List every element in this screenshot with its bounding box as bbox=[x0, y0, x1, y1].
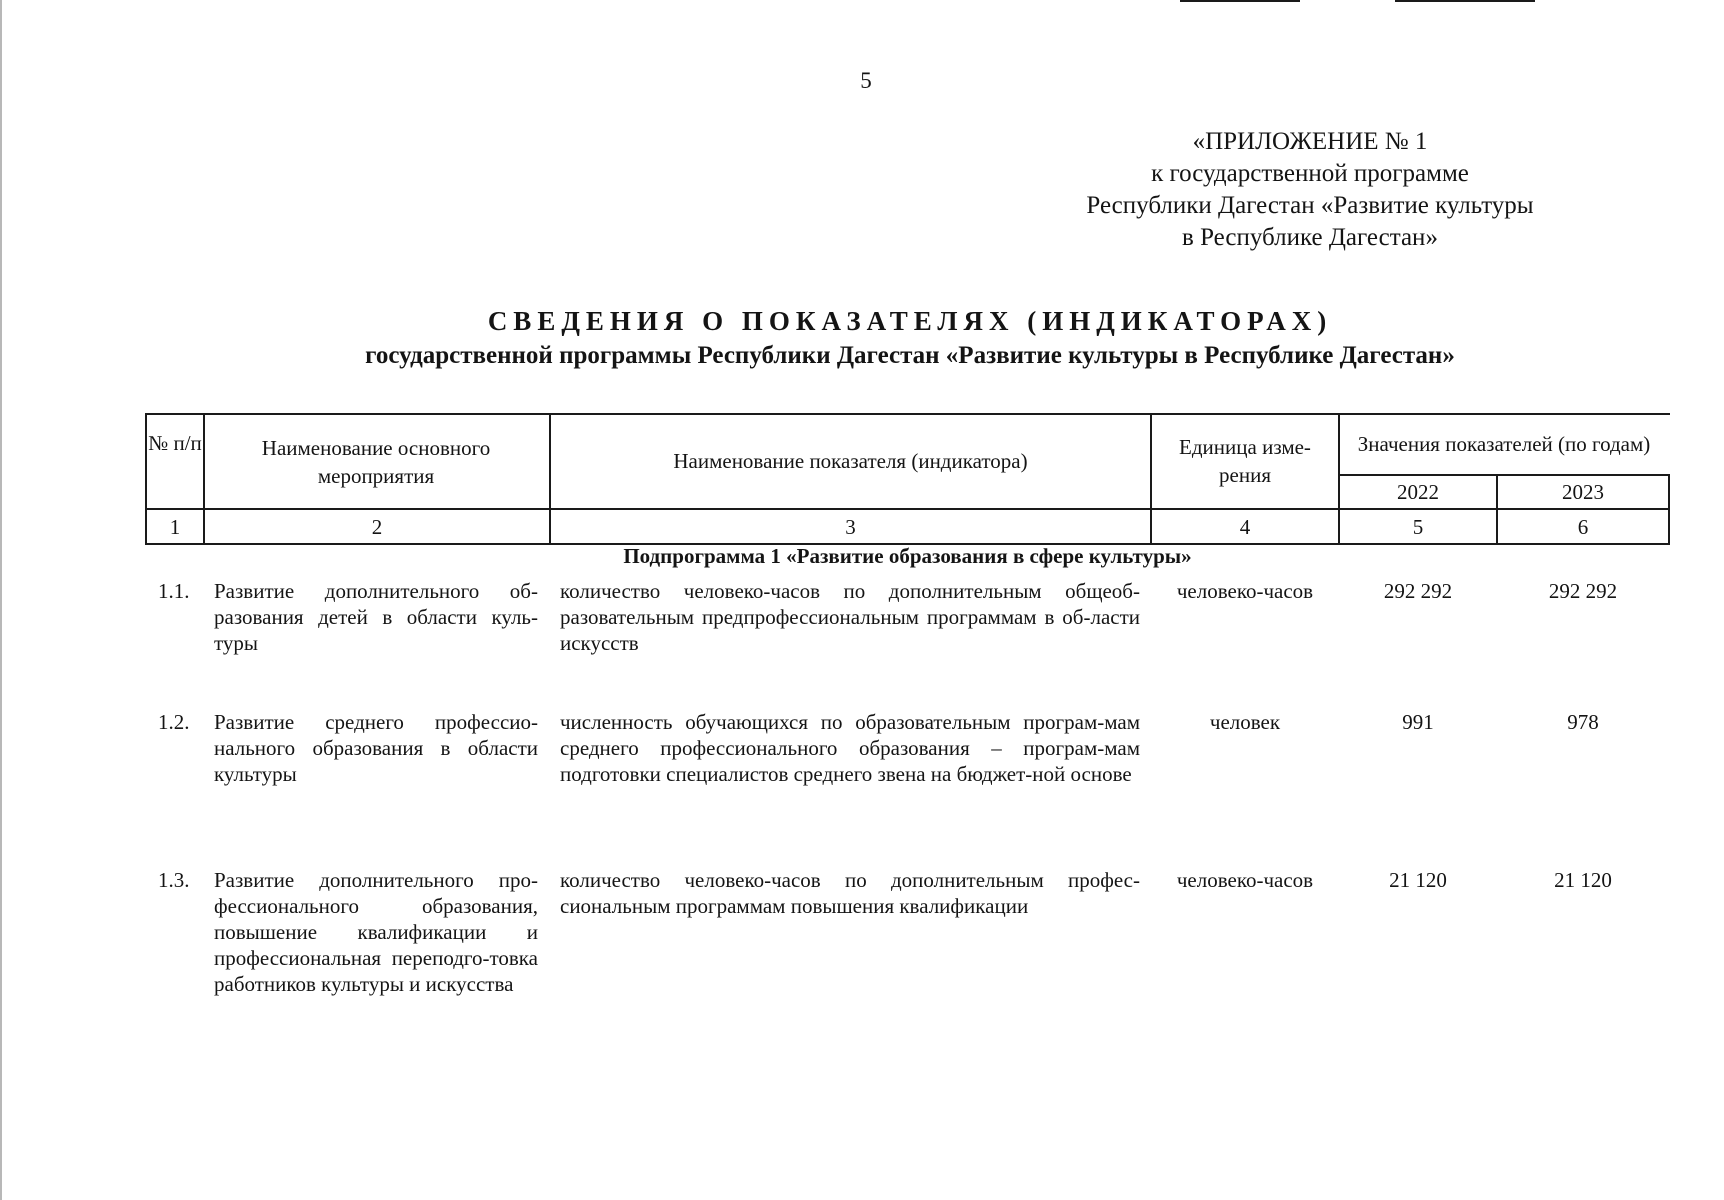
header-num: № п/п bbox=[148, 431, 202, 455]
header-indicator: Наименование показателя (индикатора) bbox=[673, 448, 1028, 473]
row-activity: Развитие дополнительного об-разования детей в области куль-туры bbox=[214, 579, 538, 655]
row-value-2023: 978 bbox=[1567, 710, 1599, 734]
column-number-2: 2 bbox=[371, 514, 383, 539]
row-unit: человек bbox=[1209, 710, 1281, 734]
page-number: 5 bbox=[860, 68, 872, 93]
column-number-3: 3 bbox=[845, 514, 856, 539]
header-year-2022: 2022 bbox=[1397, 480, 1439, 504]
document-subtitle: государственной программы Республики Дагестан «Развитие культуры в Республике Дагестан» bbox=[365, 342, 1455, 369]
appendix-line-3: Республики Дагестан «Развитие культуры bbox=[1086, 192, 1534, 219]
row-unit: человеко-часов bbox=[1176, 579, 1314, 603]
appendix-line-1: «ПРИЛОЖЕНИЕ № 1 bbox=[1192, 128, 1428, 155]
row-activity: Развитие среднего профессио-нального образования в области культуры bbox=[214, 710, 538, 786]
header-year-2023: 2023 bbox=[1562, 480, 1604, 504]
header-unit: Единица изме-рения bbox=[1179, 434, 1311, 487]
header-activity: Наименование основного мероприятия bbox=[261, 435, 491, 488]
row-number: 1.1. bbox=[158, 579, 190, 603]
top-rule-left bbox=[1180, 0, 1300, 2]
appendix-line-2: к государственной программе bbox=[1151, 160, 1469, 187]
row-indicator: численность обучающихся по образовательным програм-мам среднего профессионального образования – програм-мам подготовки специалистов среднего звена на бюджет-ной основе bbox=[560, 710, 1140, 786]
column-number-4: 4 bbox=[1239, 514, 1251, 539]
row-indicator: количество человеко-часов по дополнительным профес-сиональным программам повышения квалификации bbox=[560, 868, 1140, 918]
column-number-5: 5 bbox=[1412, 514, 1424, 539]
row-value-2022: 21 120 bbox=[1389, 868, 1447, 892]
subprogram-heading: Подпрограмма 1 «Развитие образования в сфере культуры» bbox=[623, 544, 1192, 568]
row-value-2022: 991 bbox=[1402, 710, 1434, 734]
row-number: 1.3. bbox=[158, 868, 190, 892]
row-value-2022: 292 292 bbox=[1383, 579, 1453, 603]
row-indicator: количество человеко-часов по дополнительным общеоб-разовательным предпрофессиональным программам в об-ласти искусств bbox=[560, 579, 1140, 655]
header-values: Значения показателей (по годам) bbox=[1357, 431, 1651, 456]
appendix-line-4: в Республике Дагестан» bbox=[1182, 224, 1438, 251]
column-number-6: 6 bbox=[1577, 514, 1589, 539]
appendix-caption bbox=[1040, 126, 1580, 254]
document-title: СВЕДЕНИЯ О ПОКАЗАТЕЛЯХ (ИНДИКАТОРАХ) bbox=[487, 306, 1333, 336]
table-col-line bbox=[1668, 474, 1670, 545]
row-activity: Развитие дополнительного про-фессионального образования, повышение квалификации и профессиональная переподго-товка работников культуры и искусства bbox=[214, 868, 538, 996]
row-value-2023: 292 292 bbox=[1548, 579, 1618, 603]
column-number-1: 1 bbox=[169, 514, 181, 539]
row-unit: человеко-часов bbox=[1176, 868, 1314, 892]
scan-edge bbox=[0, 0, 2, 1200]
top-rule-right bbox=[1395, 0, 1535, 2]
row-value-2023: 21 120 bbox=[1554, 868, 1612, 892]
row-number: 1.2. bbox=[158, 710, 190, 734]
